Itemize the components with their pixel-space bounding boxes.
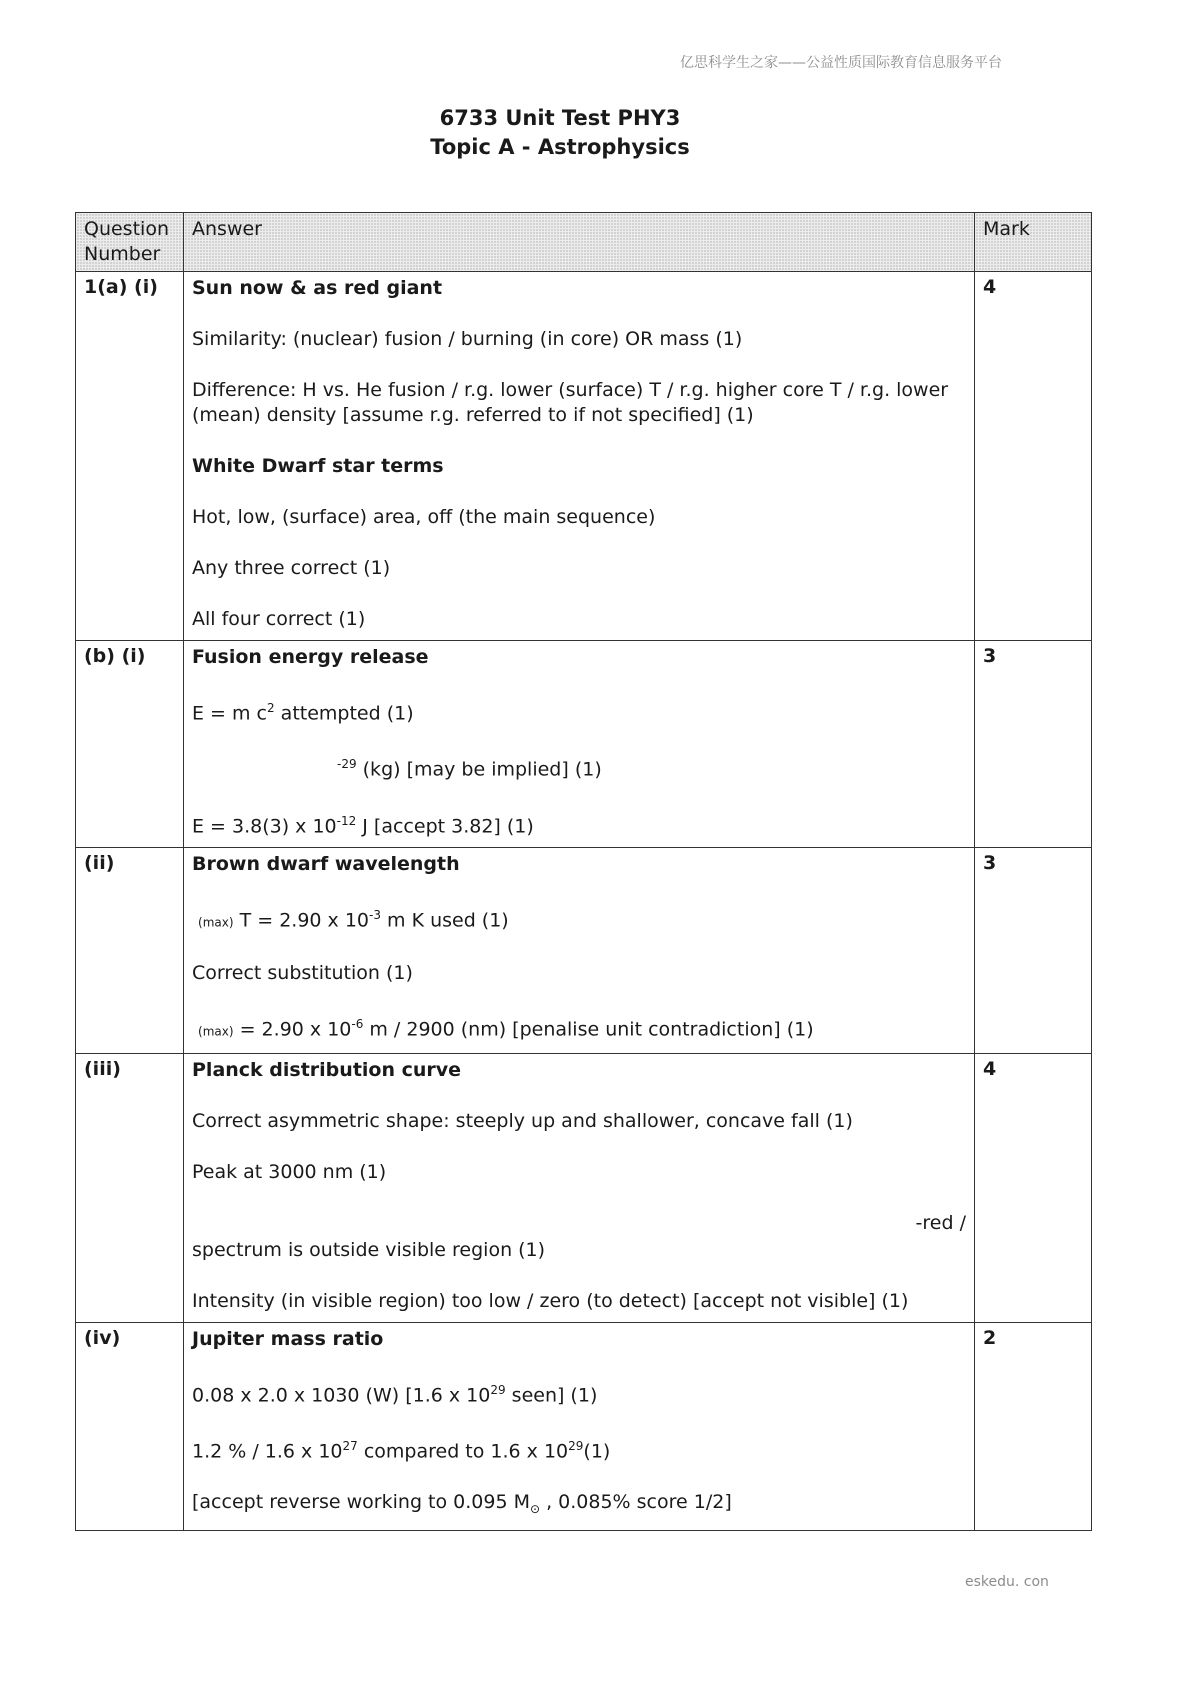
table-row (76, 847, 1092, 1053)
mark-value: 4 (983, 276, 997, 298)
mark-cell (975, 1053, 1092, 1322)
header-mark: Mark (975, 213, 1092, 272)
footer-watermark: eskedu. con (965, 1574, 1049, 1590)
mark-value: 3 (983, 851, 997, 874)
answer-line: 0.08 x 2.0 x 1030 (W) [1.6 x $10^{29}$ seen] (1) (192, 1382, 598, 1406)
answer-line: Hot, low, (surface) area, off (the main sequence) (192, 506, 656, 528)
answer-heading: Brown dwarf wavelength (192, 852, 460, 875)
header-answer: Answer (184, 213, 975, 272)
mark-value: 2 (983, 1326, 997, 1349)
answer-cell (184, 1053, 975, 1322)
question-number: 1(a) (i) (76, 272, 184, 641)
answer-cell (184, 272, 975, 641)
watermark-text: 亿思科学生之家——公益性质国际教育信息服务平台 (680, 55, 1002, 71)
answer-cell (184, 847, 975, 1053)
question-number: (iii) (76, 1053, 184, 1322)
mark-value: 4 (983, 1057, 997, 1080)
answer-line: Any three correct (1) (192, 557, 391, 579)
title-line-2: Topic A - Astrophysics (430, 135, 690, 159)
mark-value: 3 (983, 645, 997, 667)
answer-heading: Sun now & as red giant (192, 277, 443, 299)
answer-line: Correct substitution (1) (192, 962, 413, 985)
table-row (76, 272, 1092, 641)
mark-cell (975, 847, 1092, 1053)
answer-cell (184, 1322, 975, 1530)
table-row (76, 1322, 1092, 1530)
answer-line: E = 3.8(3) x $10^{-12}$ J [accept 3.82] (1) (192, 813, 534, 837)
answer-heading: Jupiter mass ratio (192, 1327, 384, 1350)
header-question-number: Question Number (76, 213, 184, 272)
answer-heading: White Dwarf star terms (192, 455, 444, 477)
answer-cell (184, 641, 975, 848)
answer-line: -red / (915, 1211, 966, 1234)
answer-line: All four correct (1) (192, 608, 366, 630)
mark-scheme-table (75, 212, 1092, 1531)
answer-line: (max) = 2.90 x $10^{-6}$ m / 2900 (nm) [penalise unit contradiction] (1) (198, 1017, 814, 1041)
question-number: (b) (i) (76, 641, 184, 848)
answer-line: Peak at 3000 nm (1) (192, 1160, 387, 1183)
document-title (0, 104, 1120, 162)
answer-line: Difference: H vs. He fusion / r.g. lower (surface) T / r.g. higher core T / r.g. lower (mean) density [assume r.g. referred to if not specified] (1) (192, 379, 949, 426)
answer-line: Intensity (in visible region) too low / zero (to detect) [accept not visible] (1) (192, 1289, 909, 1312)
table-header-row (76, 213, 1092, 272)
answer-heading: Planck distribution curve (192, 1058, 462, 1081)
answer-heading: Fusion energy release (192, 646, 429, 668)
answer-line: $^{-29}$ (kg) [may be implied] (1) (337, 757, 602, 781)
answer-line: Similarity: (nuclear) fusion / burning (in core) OR mass (1) (192, 328, 743, 350)
title-line-1: 6733 Unit Test PHY3 (439, 106, 681, 130)
table-row (76, 1053, 1092, 1322)
mark-cell (975, 641, 1092, 848)
answer-line: spectrum is outside visible region (1) (192, 1238, 546, 1261)
question-number: (iv) (76, 1322, 184, 1530)
mark-cell (975, 1322, 1092, 1530)
answer-line: [accept reverse working to 0.095 $M_⊙$ , 0.085% score 1/2] (192, 1491, 732, 1517)
question-number: (ii) (76, 847, 184, 1053)
answer-line: E = m $c^2$ attempted (1) (192, 701, 414, 725)
mark-cell (975, 272, 1092, 641)
answer-line: Correct asymmetric shape: steeply up and shallower, concave fall (1) (192, 1109, 853, 1132)
table-row (76, 641, 1092, 848)
answer-line: (max) T = 2.90 x $10^{-3}$ m K used (1) (198, 907, 509, 932)
answer-line: 1.2 % / 1.6 x $10^{27}$ compared to 1.6 x $10^{29}(1)$ (192, 1438, 611, 1463)
